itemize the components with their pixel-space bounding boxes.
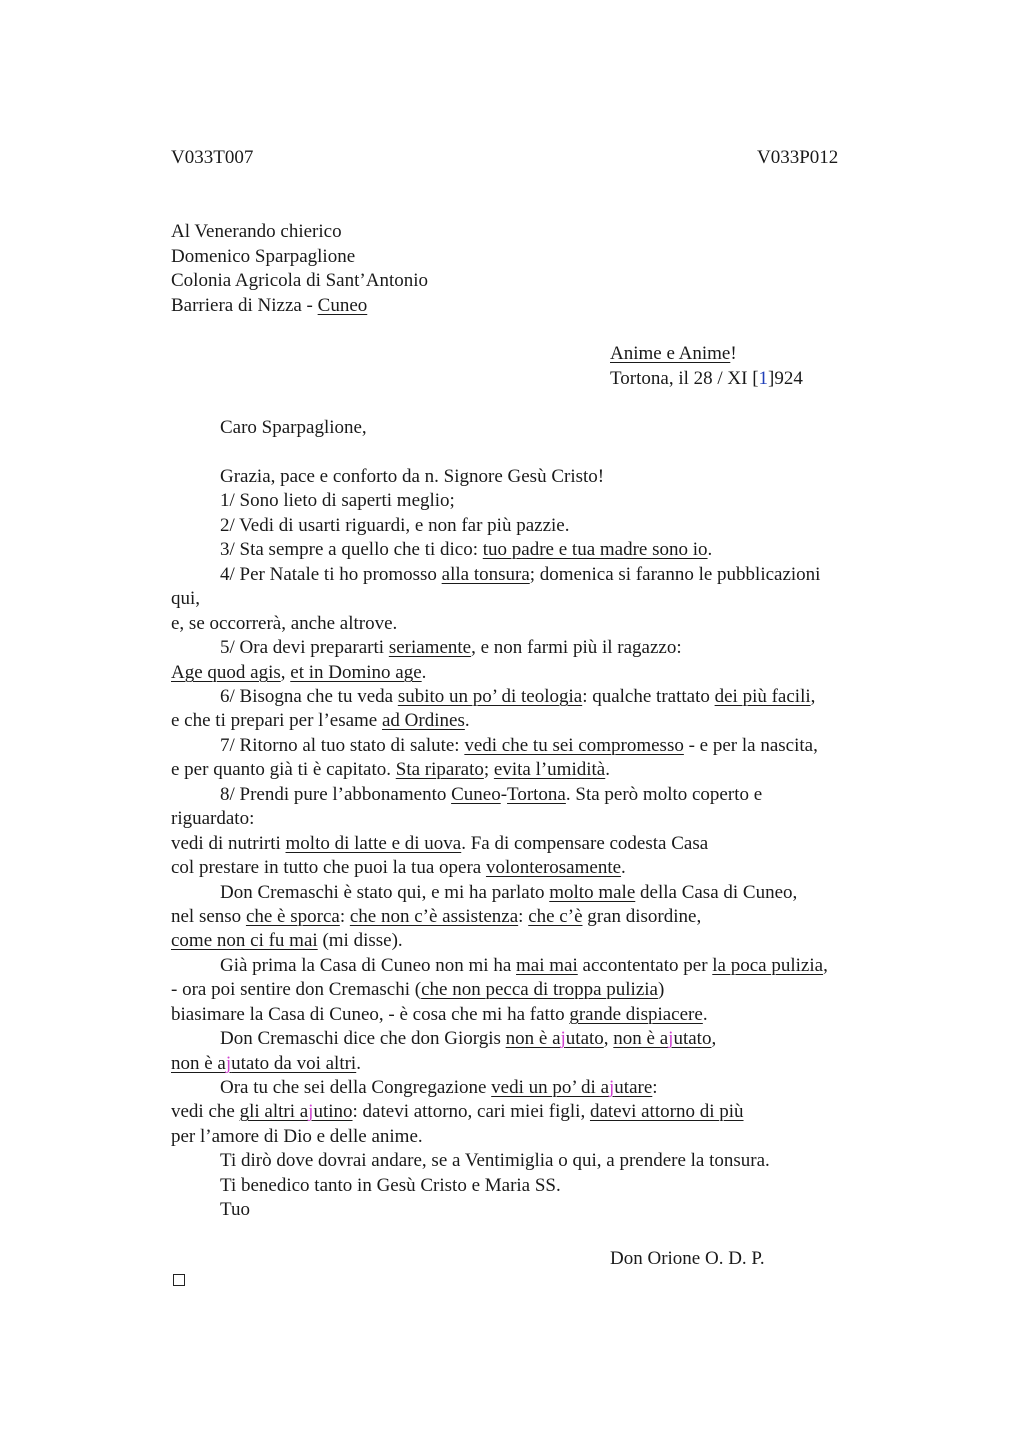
body-line: 6/ Bisogna che tu veda subito un po’ di teologia: qualche trattato dei più facili,: [220, 686, 816, 707]
body-line: non è ajutato da voi altri.: [171, 1053, 361, 1074]
body-line: 7/ Ritorno al tuo stato di salute: vedi che tu sei compromesso - e per la nascita,: [220, 735, 818, 756]
signature: Don Orione O. D. P.: [610, 1248, 765, 1269]
body-line: per l’amore di Dio e delle anime.: [171, 1126, 423, 1147]
salutation: Caro Sparpaglione,: [220, 417, 367, 438]
body-line: Don Cremaschi dice che don Giorgis non è ajutato, non è ajutato,: [220, 1028, 717, 1049]
body-line: - ora poi sentire don Cremaschi (che non pecca di troppa pulizia): [171, 979, 665, 1000]
motto: Anime e Anime!: [610, 343, 737, 364]
body-line: col prestare in tutto che puoi la tua opera volonterosamente.: [171, 857, 626, 878]
body-line: come non ci fu mai (mi disse).: [171, 930, 403, 951]
body-line: Tuo: [220, 1199, 250, 1220]
archive-code-right: V033P012: [757, 147, 839, 168]
body-line: biasimare la Casa di Cuneo, - è cosa che mi ha fatto grande dispiacere.: [171, 1004, 708, 1025]
date: Tortona, il 28 / XI [1]924: [610, 368, 803, 389]
body-line: Don Cremaschi è stato qui, e mi ha parlato molto male della Casa di Cuneo,: [220, 882, 798, 903]
body-line: 4/ Per Natale ti ho promosso alla tonsura; domenica si faranno le pubblicazioni: [220, 564, 821, 585]
body-line: Già prima la Casa di Cuneo non mi ha mai mai accontentato per la poca pulizia,: [220, 955, 828, 976]
body-line: 5/ Ora devi prepararti seriamente, e non farmi più il ragazzo:: [220, 637, 682, 658]
body-line: vedi di nutrirti molto di latte e di uova. Fa di compensare codesta Casa: [171, 833, 709, 854]
address-line: Colonia Agricola di Sant’Antonio: [171, 270, 429, 291]
body-line: 2/ Vedi di usarti riguardi, e non far più pazzie.: [220, 515, 570, 536]
body-line: vedi che gli altri ajutino: datevi attorno, cari miei figli, datevi attorno di più: [171, 1101, 744, 1122]
address-line: Al Venerando chierico: [171, 221, 342, 242]
address-line: Barriera di Nizza - Cuneo: [171, 295, 368, 316]
body-line: qui,: [171, 588, 201, 609]
body-line: Grazia, pace e conforto da n. Signore Gesù Cristo!: [220, 466, 605, 487]
body-line: nel senso che è sporca: che non c’è assistenza: che c’è gran disordine,: [171, 906, 702, 927]
body-line: 1/ Sono lieto di saperti meglio;: [220, 490, 455, 511]
square-outline-icon: [173, 1274, 185, 1286]
body-line: Ti dirò dove dovrai andare, se a Ventimiglia o qui, a prendere la tonsura.: [220, 1150, 770, 1171]
body-line: 3/ Sta sempre a quello che ti dico: tuo padre e tua madre sono io.: [220, 539, 713, 560]
body-line: Ora tu che sei della Congregazione vedi un po’ di ajutare:: [220, 1077, 658, 1098]
body-line: Age quod agis, et in Domino age.: [171, 662, 427, 683]
address-line: Domenico Sparpaglione: [171, 246, 356, 267]
body-line: riguardato:: [171, 808, 255, 829]
body-line: 8/ Prendi pure l’abbonamento Cuneo-Tortona. Sta però molto coperto e: [220, 784, 763, 805]
body-line: Ti benedico tanto in Gesù Cristo e Maria SS.: [220, 1175, 561, 1196]
body-line: e che ti prepari per l’esame ad Ordines.: [171, 710, 470, 731]
city-cuneo: Cuneo: [317, 295, 368, 316]
body-line: e per quanto già ti è capitato. Sta riparato; evita l’umidità.: [171, 759, 610, 780]
archive-code-left: V033T007: [171, 147, 254, 168]
body-line: e, se occorrerà, anche altrove.: [171, 613, 398, 634]
